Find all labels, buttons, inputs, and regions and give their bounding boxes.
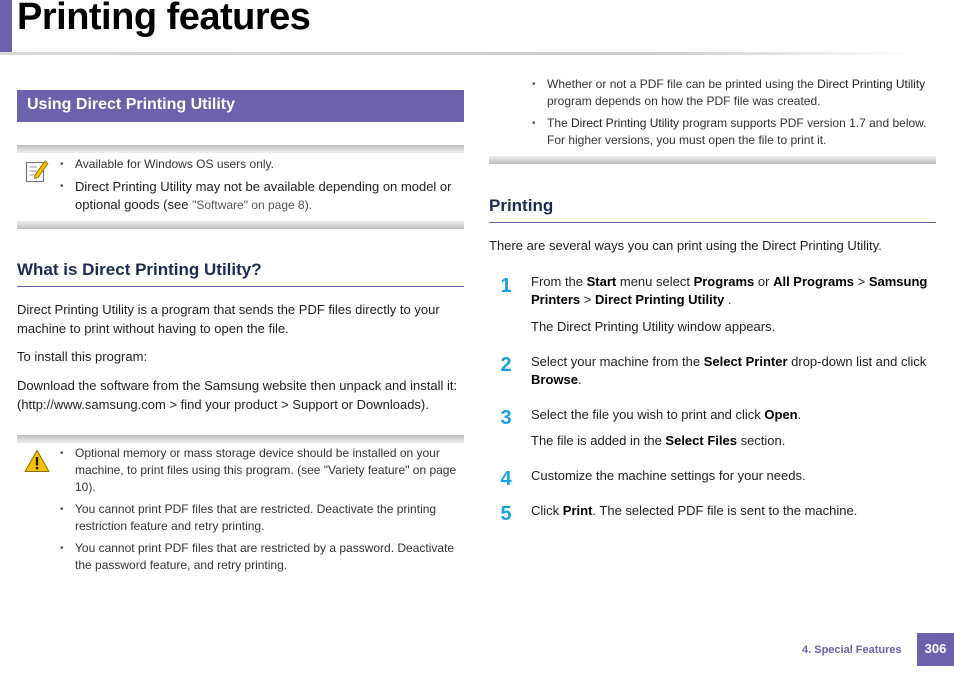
step-5-t1: Click xyxy=(531,503,563,518)
note-box-1 xyxy=(60,156,455,214)
caution-bullet-restricted-text: You cannot print PDF files that are restricted. Deactivate the printing restriction feature and retry printing. xyxy=(75,502,437,533)
step-1-start: Start xyxy=(586,274,617,289)
caution-bullet-restricted xyxy=(60,501,464,535)
step-4-text: Customize the machine settings for your needs. xyxy=(531,468,806,483)
footer-chapter-label: 4. Special Features xyxy=(802,644,902,656)
step-1-result: The Direct Printing Utility window appears. xyxy=(531,319,776,334)
step-2-t3: . xyxy=(577,372,582,387)
step-2-t1: Select your machine from the xyxy=(531,354,704,369)
note-box-top-border xyxy=(17,145,464,153)
page-number: 306 xyxy=(924,641,947,656)
step-1-t5: > xyxy=(580,292,595,307)
page-title: Printing features xyxy=(17,0,311,38)
heading-what-is: What is Direct Printing Utility? xyxy=(17,260,262,279)
note-bullet-os-text: Available for Windows OS users only. xyxy=(75,157,274,171)
step-1-programs: Programs xyxy=(693,274,755,289)
step-3-result xyxy=(531,432,931,450)
heading-what-is-rule xyxy=(17,286,464,287)
right-note-bullet-pdf-created-pre: Whether or not a PDF file can be printed using the xyxy=(547,77,818,91)
right-note-bullet-pdf-created xyxy=(532,76,936,110)
page-number-box xyxy=(917,633,954,666)
right-note-bullet-pdf-version-term: Direct Printing Utility xyxy=(571,116,680,130)
title-rule xyxy=(0,52,915,55)
step-1-text xyxy=(531,273,931,309)
step-2-number: 2 xyxy=(500,354,512,376)
section-banner-label: Using Direct Printing Utility xyxy=(27,96,236,113)
software-page-link[interactable]: "Software" on page 8 xyxy=(192,198,305,212)
right-note-box xyxy=(532,76,936,149)
step-2-text xyxy=(531,353,931,389)
step-1-number: 1 xyxy=(500,275,512,297)
step-2-t2: drop-down list and click xyxy=(787,354,927,369)
note-bullet-availability-end: ). xyxy=(304,198,313,212)
step-1-direct-printing-utility: Direct Printing Utility xyxy=(594,292,725,307)
paragraph-download: Download the software from the Samsung website then unpack and install it: (http://www.samsung.com > find your product > Support or Downloads). xyxy=(17,378,458,412)
heading-printing-rule xyxy=(489,222,936,223)
right-note-bullet-pdf-version-post: program supports PDF version 1.7 and below. For higher versions, you must open the file to print it. xyxy=(547,116,927,147)
step-1-t6: . xyxy=(724,292,732,307)
step-5-print: Print xyxy=(562,503,593,518)
step-3-open: Open xyxy=(764,407,798,422)
step-1-all-programs: All Programs xyxy=(773,274,854,289)
step-1-t4: > xyxy=(854,274,869,289)
step-1-t2: menu select xyxy=(616,274,694,289)
right-note-bullet-pdf-created-term: Direct Printing Utility xyxy=(817,77,926,91)
step-3-result-post: section. xyxy=(736,433,786,448)
step-3-t1: Select the file you wish to print and click xyxy=(531,407,765,422)
caution-box-top-border xyxy=(17,435,464,443)
caution-bullet-memory-text: Optional memory or mass storage device should be installed on your machine, to print files using this program. (see "Variety feature" on page 10). xyxy=(75,446,457,494)
title-accent-bar xyxy=(0,0,12,52)
caution-box xyxy=(60,445,464,574)
step-3-number: 3 xyxy=(500,407,512,429)
memo-pencil-icon xyxy=(25,157,49,183)
caution-bullet-memory xyxy=(60,445,464,496)
note-bullet-availability xyxy=(60,178,455,214)
step-3-text xyxy=(531,406,931,424)
right-note-bullet-pdf-version-pre: The xyxy=(547,116,572,130)
step-3-result-pre: The file is added in the xyxy=(531,433,666,448)
step-5-text xyxy=(531,502,931,520)
step-5-t2: . The selected PDF file is sent to the machine. xyxy=(592,503,858,518)
section-banner xyxy=(17,90,464,122)
right-note-bottom-border xyxy=(489,156,936,164)
caution-bullet-password xyxy=(60,540,464,574)
step-1-t1: From the xyxy=(531,274,587,289)
step-2-select-printer: Select Printer xyxy=(703,354,788,369)
step-1-samsung-printers: Samsung Printers xyxy=(531,274,928,307)
note-bullet-availability-text: Direct Printing Utility may not be available depending on model or optional goods (see xyxy=(75,179,452,212)
step-4-number: 4 xyxy=(500,468,512,490)
step-3-select-files: Select Files xyxy=(665,433,737,448)
step-2-browse: Browse xyxy=(531,372,578,387)
right-note-bullet-pdf-version xyxy=(532,115,936,149)
paragraph-install-intro: To install this program: xyxy=(17,349,148,364)
note-bullet-os xyxy=(60,156,455,173)
paragraph-description: Direct Printing Utility is a program that sends the PDF files directly to your machine to print without having to open the file. xyxy=(17,302,440,336)
caution-bullet-password-text: You cannot print PDF files that are restricted by a password. Deactivate the password feature, and retry printing. xyxy=(75,541,455,572)
heading-printing: Printing xyxy=(489,196,554,215)
warning-triangle-icon xyxy=(24,449,50,473)
printing-intro: There are several ways you can print using the Direct Printing Utility. xyxy=(489,238,882,253)
step-5-number: 5 xyxy=(500,503,512,525)
right-note-bullet-pdf-created-post: program depends on how the PDF file was created. xyxy=(547,94,821,108)
note-box-bottom-border xyxy=(17,221,464,229)
step-1-t3: or xyxy=(754,274,774,289)
step-3-t2: . xyxy=(797,407,802,422)
